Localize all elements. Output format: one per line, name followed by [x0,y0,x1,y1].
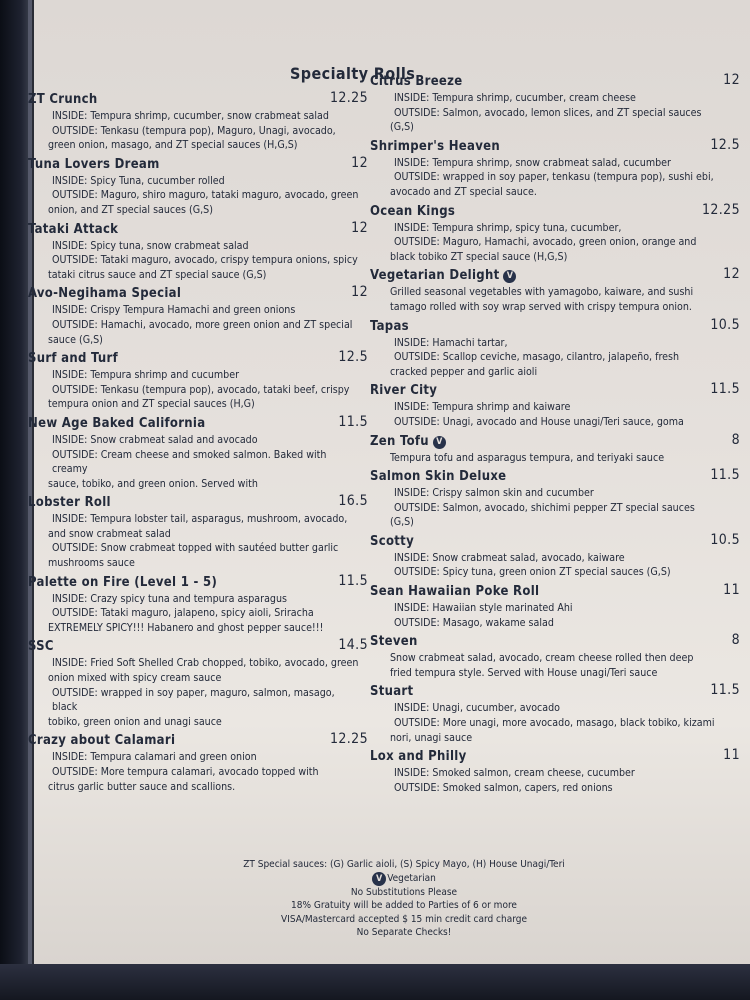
menu-item-header [28,155,368,174]
menu-item [28,220,368,283]
menu-item-header [28,284,368,303]
menu-item-description-line: OUTSIDE: Hamachi, avocado, more green onion and ZT special [52,318,353,331]
menu-item-header [28,493,368,512]
menu-item [370,467,740,530]
right-column [370,72,740,797]
menu-item-price: 12 [351,154,368,171]
menu-item-header [28,349,368,368]
menu-item-price: 11.5 [338,572,368,589]
menu-item [370,202,740,265]
menu-item-description-line: INSIDE: Hamachi tartar, [394,336,508,349]
menu-item-header [28,731,368,750]
menu-item [28,90,368,153]
menu-item-description-line: tobiko, green onion and unagi sauce [48,715,222,728]
menu-item-price: 12.25 [329,731,368,748]
menu-item-description-line: OUTSIDE: More tempura calamari, avocado topped with [52,766,319,778]
menu-item-description-line: INSIDE: Tempura shrimp, spicy tuna, cucumber, [394,221,622,234]
menu-item-price: 10.5 [710,316,740,333]
menu-item-price: 12.25 [329,90,368,106]
menu-item-description-line: INSIDE: Tempura shrimp, snow crabmeat salad, cucumber [394,156,671,169]
menu-item-name: Vegetarian Delight V [370,268,516,283]
menu-item-description-line: INSIDE: Crazy spicy tuna and tempura asparagus [52,592,287,605]
menu-item-name: Avo-Negihama Special [28,286,182,302]
menu-item-description-line: OUTSIDE: Maguro, Hamachi, avocado, green onion, orange and [394,236,697,249]
menu-item-header [370,747,740,766]
menu-item-name: Tataki Attack [28,221,119,237]
menu-item-description-line: tempura onion and ZT special sauces (H,G) [48,398,255,411]
menu-item [370,432,740,466]
menu-footer [134,858,674,940]
menu-item-header [28,637,368,656]
menu-item-price: 11.5 [338,413,368,430]
menu-item-name: Ocean Kings [370,203,456,219]
menu-item-header [370,682,740,701]
footer-vegetarian: Vegetarian [387,872,436,884]
menu-item-description-line: (G,S) [390,516,414,529]
menu-item-name: Crazy about Calamari [28,733,176,749]
menu-item-price: 8 [731,431,740,448]
menu-item-header [370,632,740,651]
vegetarian-icon: V [503,270,516,283]
menu-item [370,747,740,795]
menu-item-name: Steven [370,634,418,650]
menu-item-name: Lobster Roll [28,495,111,511]
menu-item-price: 11.5 [710,682,740,699]
menu-item-description-line: OUTSIDE: Salmon, avocado, lemon slices, and ZT special sauces [394,106,702,119]
menu-item [370,632,740,680]
menu-item [28,414,368,491]
menu-item-description-line: INSIDE: Fried Soft Shelled Crab chopped, tobiko, avocado, green [52,657,359,670]
menu-item-description-line: INSIDE: Snow crabmeat salad and avocado [52,433,258,446]
menu-item-price: 12.25 [701,201,740,218]
menu-item [370,317,740,380]
menu-item-description-line: INSIDE: Tempura lobster tail, asparagus, mushroom, avocado, [52,513,348,526]
menu-item [28,573,368,636]
menu-item-header [28,90,368,109]
menu-item-header [370,532,740,551]
menu-item-header [370,202,740,221]
menu-item-name: Surf and Turf [28,351,118,367]
menu-item-header [370,317,740,336]
menu-item-name: Sean Hawaiian Poke Roll [370,584,540,600]
menu-item-name: Stuart [370,684,414,700]
menu-item-description-line: OUTSIDE: Tataki maguro, avocado, crispy tempura onions, spicy [52,254,358,267]
menu-item-description-line: OUTSIDE: Scallop ceviche, masago, cilantro, jalapeño, fresh [394,351,679,364]
menu-item-price: 12 [723,72,740,88]
menu-item-price: 14.5 [338,637,368,654]
menu-item-name: River City [370,383,438,399]
menu-item-description-line: mushrooms sauce [48,557,135,570]
menu-title: Specialty Rolls [290,64,416,83]
menu-item-description-line: Tempura tofu and asparagus tempura, and teriyaki sauce [390,451,665,464]
menu-item-header [370,72,740,91]
menu-item-description-line: tamago rolled with soy wrap served with crispy tempura onion. [390,300,692,313]
menu-item-description-line: INSIDE: Spicy Tuna, cucumber rolled [52,174,225,187]
menu-item [28,493,368,570]
menu-item-header [370,137,740,156]
menu-item-price: 11 [723,747,740,764]
menu-item-price: 12.5 [338,349,368,366]
menu-item-description-line: sauce, tobiko, and green onion. Served with [48,477,258,490]
menu-item-name: SSC [28,639,54,655]
footer-checks: No Separate Checks! [356,927,452,938]
footer-cards: VISA/Mastercard accepted $ 15 min credit card charge [281,913,527,925]
menu-item-description-line: tataki citrus sauce and ZT special sauce (G,S) [48,268,267,281]
footer-vegetarian-legend [134,872,674,886]
menu-item-description-line: citrus garlic butter sauce and scallions. [48,780,236,793]
menu-item-description-line: OUTSIDE: Unagi, avocado and House unagi/Teri sauce, goma [394,415,684,428]
menu-item-description-line: INSIDE: Smoked salmon, cream cheese, cucumber [394,767,635,780]
menu-item-description-line: OUTSIDE: wrapped in soy paper, maguro, salmon, masago, black [52,686,335,714]
menu-item-description-line: INSIDE: Tempura shrimp and kaiware [394,401,571,414]
menu-item-description-line: onion, and ZT special sauces (G,S) [48,203,213,216]
menu-item-description-line: EXTREMELY SPICY!!! Habanero and ghost pepper sauce!!! [48,621,324,634]
menu-item-header [28,414,368,433]
menu-item-description-line: OUTSIDE: Smoked salmon, capers, red onions [394,781,613,794]
footer-gratuity: 18% Gratuity will be added to Parties of 6 or more [291,900,517,911]
menu-item-description-line: INSIDE: Unagi, cucumber, avocado [394,702,561,715]
menu-item-description-line: and snow crabmeat salad [48,527,171,540]
menu-item [28,284,368,347]
menu-item-price: 11.5 [710,381,740,398]
menu-item-price: 12 [351,219,368,236]
menu-page [28,0,750,964]
menu-item-price: 11.5 [710,467,740,484]
menu-item [28,637,368,729]
menu-item [370,532,740,580]
menu-item [28,731,368,794]
menu-item-description-line: green onion, masago, and ZT special sauces (H,G,S) [48,139,298,152]
menu-item-description-line: fried tempura style. Served with House unagi/Teri sauce [390,666,658,679]
menu-cover-bottom [0,964,750,1000]
menu-item-description-line: Snow crabmeat salad, avocado, cream cheese rolled then deep [390,652,694,665]
menu-item [370,582,740,630]
menu-item-header [370,266,740,285]
menu-item [370,72,740,135]
menu-item-price: 12 [351,284,368,301]
menu-item-price: 16.5 [338,493,368,510]
menu-item-description-line: OUTSIDE: Snow crabmeat topped with sautéed butter garlic [52,542,339,555]
menu-item-description-line: INSIDE: Crispy salmon skin and cucumber [394,487,594,500]
menu-item-price: 12 [723,266,740,283]
menu-item-description-line: nori, unagi sauce [390,731,473,744]
menu-item [28,349,368,412]
menu-item-description-line: OUTSIDE: Spicy tuna, green onion ZT special sauces (G,S) [394,566,671,579]
menu-item-description-line: INSIDE: Crispy Tempura Hamachi and green onions [52,304,296,317]
menu-item-name: Scotty [370,533,414,549]
menu-item-name: ZT Crunch [28,92,98,107]
menu-item [370,682,740,745]
menu-item-name: Citrus Breeze [370,74,463,89]
menu-item-name: Lox and Philly [370,749,467,765]
menu-item-description-line: onion mixed with spicy cream sauce [48,672,222,685]
menu-item-description-line: INSIDE: Snow crabmeat salad, avocado, kaiware [394,551,625,564]
menu-item-description-line: OUTSIDE: Maguro, shiro maguro, tataki maguro, avocado, green [52,189,359,202]
menu-item-description-line: INSIDE: Tempura calamari and green onion [52,751,257,764]
menu-item-description-line: cracked pepper and garlic aioli [390,365,538,378]
menu-binder-spine [0,0,30,1000]
menu-item-header [370,467,740,486]
menu-item-header [370,582,740,601]
menu-item-header [370,381,740,400]
menu-item-header [28,573,368,592]
menu-item-description-line: OUTSIDE: Tenkasu (tempura pop), avocado, tataki beef, crispy [52,383,350,396]
vegetarian-icon: V [372,872,386,886]
menu-item-price: 11 [723,582,740,599]
menu-item-name: Tuna Lovers Dream [28,156,160,172]
menu-item-header [28,220,368,239]
footer-sauces: ZT Special sauces: (G) Garlic aioli, (S) Spicy Mayo, (H) House Unagi/Teri [243,859,565,870]
menu-item-price: 8 [731,632,740,649]
menu-item-name: Zen Tofu V [370,434,446,449]
left-column [28,90,368,796]
menu-item-description-line: INSIDE: Tempura shrimp and cucumber [52,369,240,382]
menu-item [370,381,740,429]
menu-item-name: Salmon Skin Deluxe [370,469,507,485]
menu-item-description-line: avocado and ZT special sauce. [390,185,537,198]
menu-item-name: Palette on Fire (Level 1 - 5) [28,574,218,590]
menu-item-description-line: OUTSIDE: More unagi, more avocado, masago, black tobiko, kizami [394,717,715,730]
menu-item [370,266,740,314]
vegetarian-icon: V [433,436,446,449]
menu-item-description-line: (G,S) [390,121,414,134]
menu-item-description-line: OUTSIDE: Cream cheese and smoked salmon. Baked with creamy [52,448,327,476]
menu-item [370,137,740,200]
menu-item-description-line: INSIDE: Hawaiian style marinated Ahi [394,602,573,615]
menu-item-description-line: INSIDE: Tempura shrimp, cucumber, cream cheese [394,92,636,104]
menu-item-description-line: black tobiko ZT special sauce (H,G,S) [390,250,568,263]
menu-item-description-line: INSIDE: Tempura shrimp, cucumber, snow crabmeat salad [52,110,329,122]
menu-item-price: 12.5 [710,136,740,153]
menu-item-header [370,432,740,451]
menu-item-name: New Age Baked California [28,415,206,431]
menu-item-description-line: OUTSIDE: wrapped in soy paper, tenkasu (tempura pop), sushi ebi, [394,171,714,184]
menu-item-description-line: OUTSIDE: Tataki maguro, jalapeno, spicy aioli, Sriracha [52,607,314,620]
footer-no-substitutions: No Substitutions Please [350,886,458,898]
menu-item-name: Tapas [370,318,409,334]
menu-item-description-line: INSIDE: Spicy tuna, snow crabmeat salad [52,239,249,252]
menu-item-price: 10.5 [710,531,740,548]
menu-item-description-line: Grilled seasonal vegetables with yamagobo, kaiware, and sushi [390,286,694,299]
menu-item-description-line: sauce (G,S) [48,333,103,346]
menu-item-description-line: OUTSIDE: Tenkasu (tempura pop), Maguro, Unagi, avocado, [52,124,336,137]
menu-item-description-line: OUTSIDE: Masago, wakame salad [394,616,554,629]
menu-item-description-line: OUTSIDE: Salmon, avocado, shichimi pepper ZT special sauces [394,501,695,514]
menu-item [28,155,368,218]
menu-item-name: Shrimper's Heaven [370,138,501,154]
